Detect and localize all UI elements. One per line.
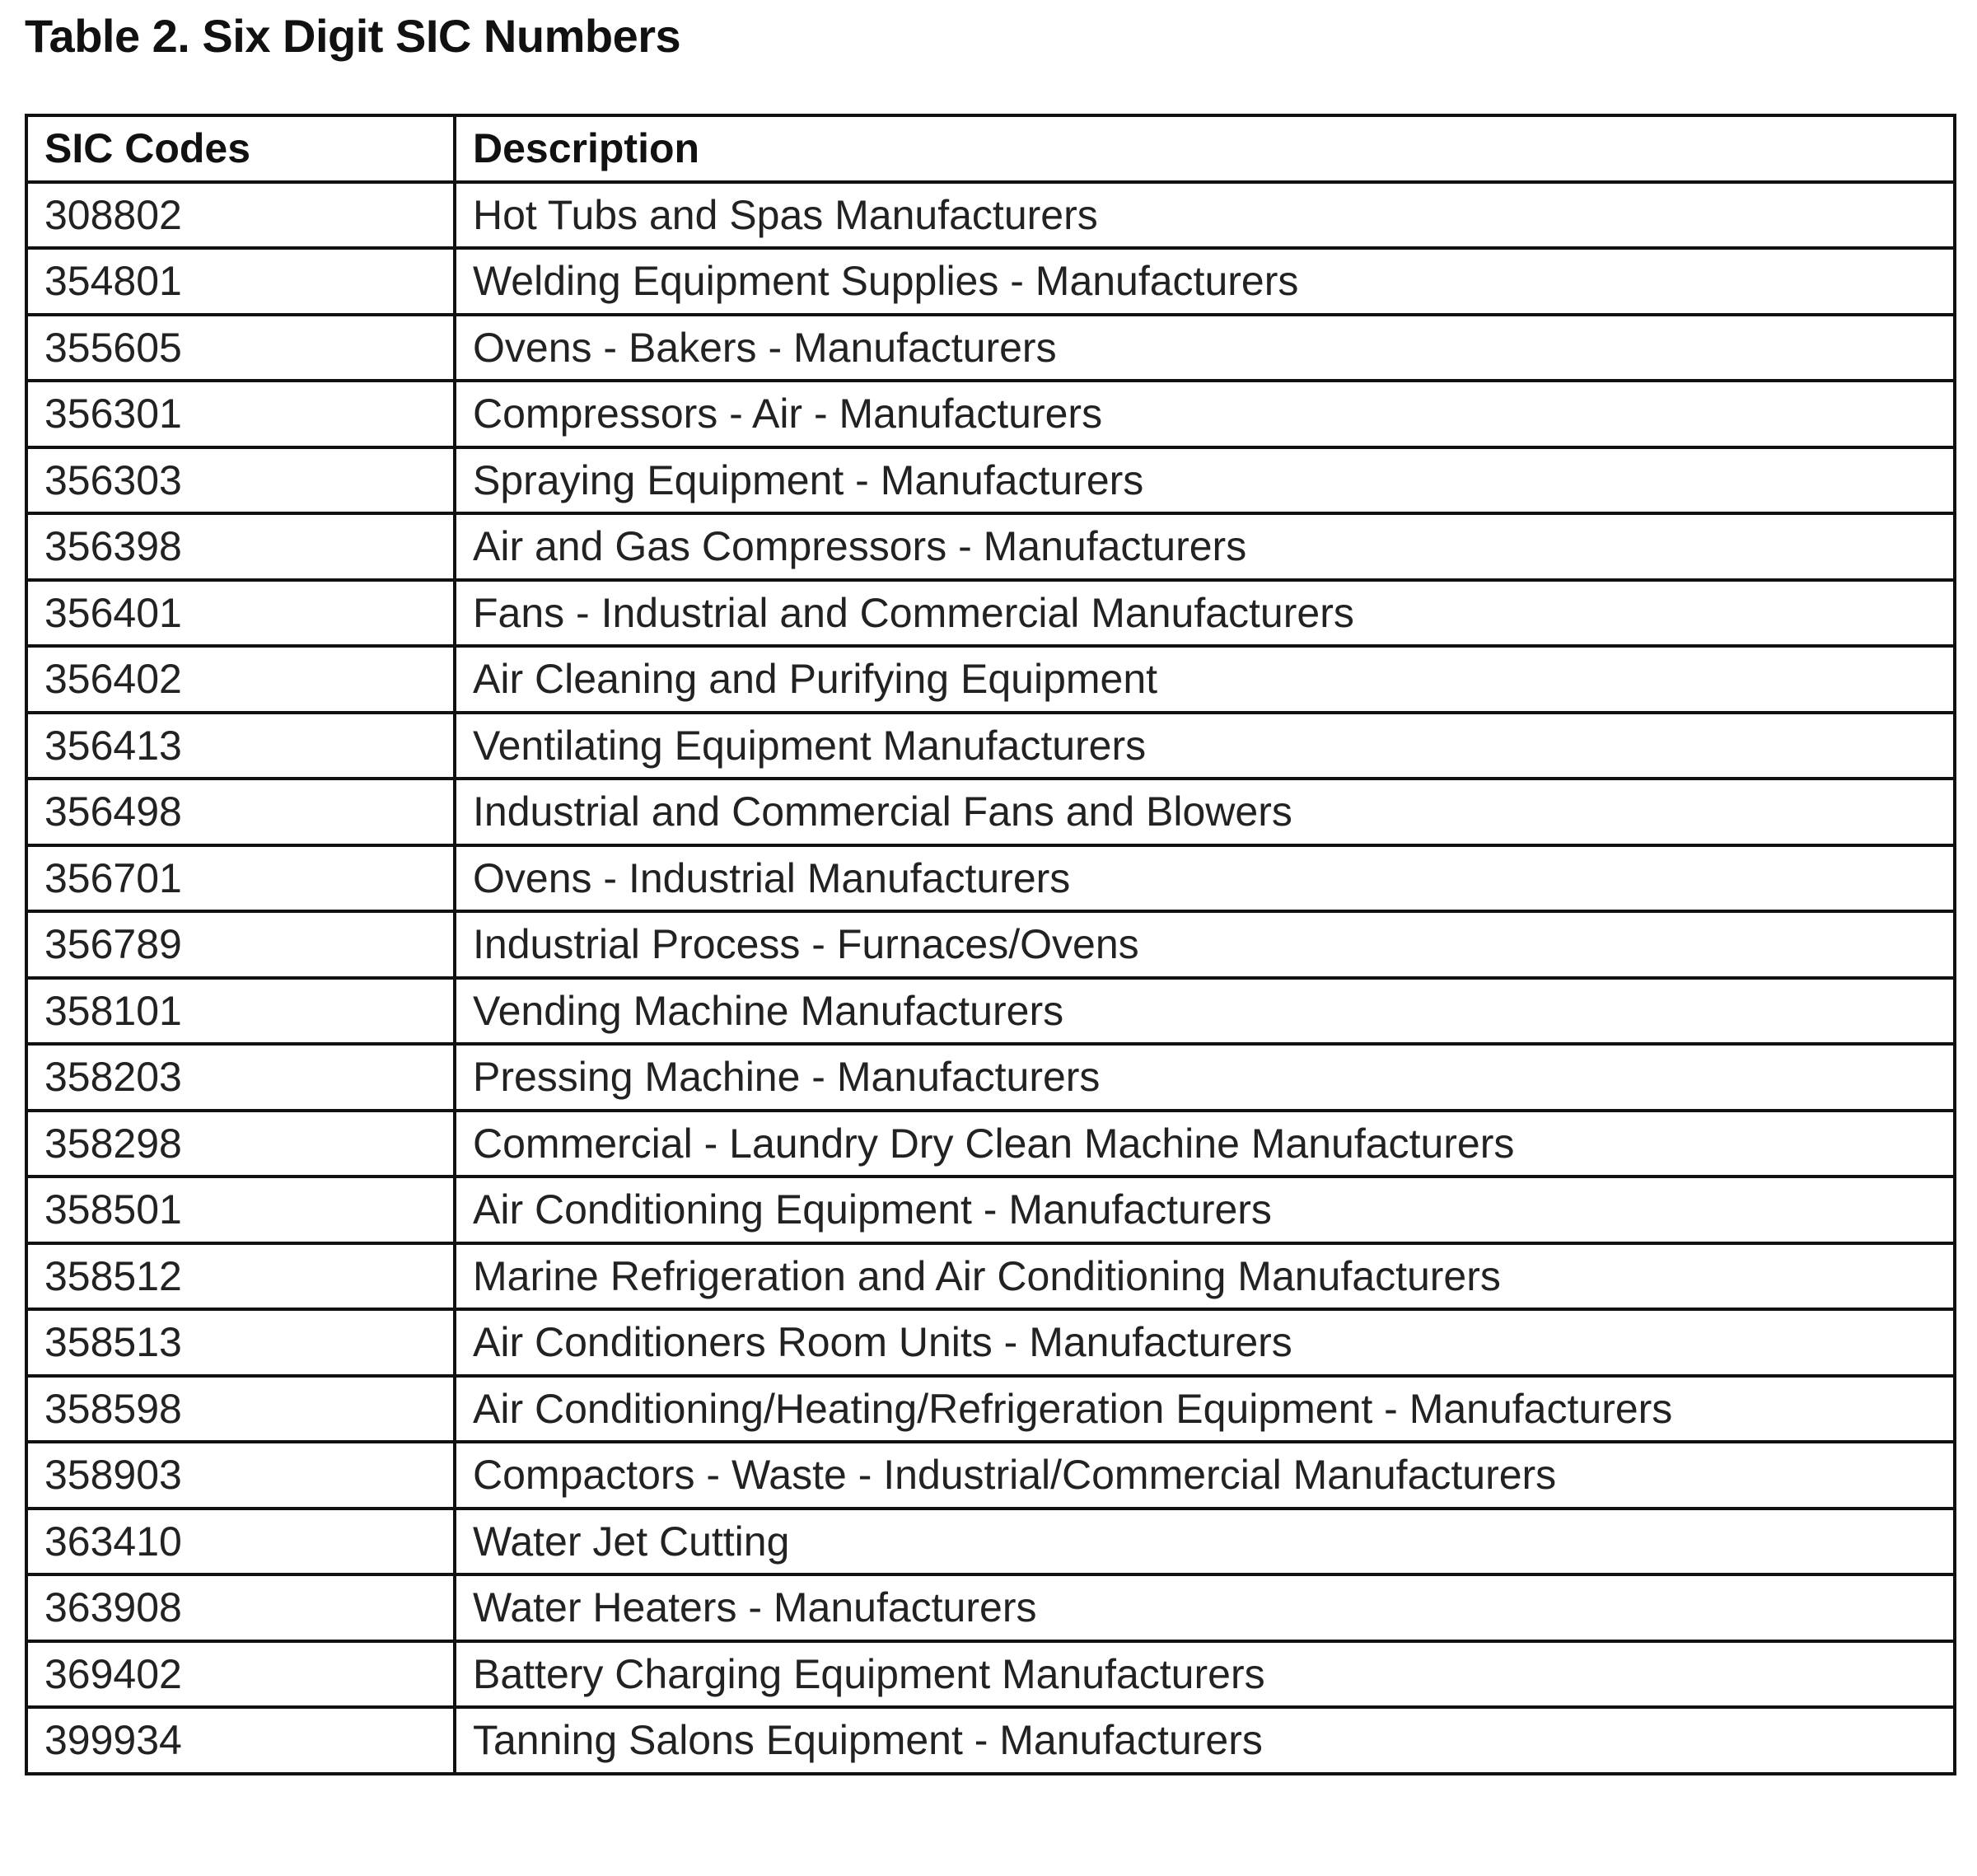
- description-cell: Air Conditioning Equipment - Manufacturers: [455, 1177, 1955, 1243]
- sic-code-cell: 354801: [26, 248, 455, 315]
- description-cell: Tanning Salons Equipment - Manufacturers: [455, 1707, 1955, 1774]
- table-row: [26, 1509, 1955, 1575]
- sic-code-cell: 399934: [26, 1707, 455, 1774]
- description-cell: Water Jet Cutting: [455, 1509, 1955, 1575]
- table-row: [26, 779, 1955, 845]
- description-cell: Air Conditioners Room Units - Manufacturers: [455, 1309, 1955, 1376]
- description-cell: Vending Machine Manufacturers: [455, 978, 1955, 1045]
- page-title: Table 2. Six Digit SIC Numbers: [25, 10, 681, 62]
- table-row: [26, 1309, 1955, 1376]
- sic-code-cell: 358903: [26, 1442, 455, 1509]
- table-row: [26, 911, 1955, 978]
- sic-code-cell: 356498: [26, 779, 455, 845]
- description-cell: Welding Equipment Supplies - Manufacturers: [455, 248, 1955, 315]
- description-cell: Hot Tubs and Spas Manufacturers: [455, 182, 1955, 249]
- description-cell: Commercial - Laundry Dry Clean Machine Manufacturers: [455, 1111, 1955, 1177]
- table-row: [26, 1376, 1955, 1443]
- table-row: [26, 978, 1955, 1045]
- sic-code-cell: 356398: [26, 513, 455, 580]
- table-row: [26, 1243, 1955, 1310]
- description-cell: Water Heaters - Manufacturers: [455, 1574, 1955, 1641]
- table-row: [26, 1044, 1955, 1111]
- sic-code-cell: 355605: [26, 315, 455, 381]
- table-header-row: [26, 115, 1955, 182]
- description-cell: Industrial and Commercial Fans and Blowers: [455, 779, 1955, 845]
- table-row: [26, 1641, 1955, 1708]
- sic-code-cell: 356413: [26, 713, 455, 779]
- sic-code-cell: 358501: [26, 1177, 455, 1243]
- table-row: [26, 1574, 1955, 1641]
- table-row: [26, 713, 1955, 779]
- sic-code-cell: 356789: [26, 911, 455, 978]
- table-row: [26, 513, 1955, 580]
- description-cell: Pressing Machine - Manufacturers: [455, 1044, 1955, 1111]
- table-row: [26, 580, 1955, 647]
- description-cell: Marine Refrigeration and Air Conditioning Manufacturers: [455, 1243, 1955, 1310]
- table-row: [26, 447, 1955, 514]
- sic-code-cell: 358298: [26, 1111, 455, 1177]
- sic-code-cell: 356401: [26, 580, 455, 647]
- table-row: [26, 845, 1955, 912]
- description-cell: Air Cleaning and Purifying Equipment: [455, 646, 1955, 713]
- sic-code-cell: 356303: [26, 447, 455, 514]
- table-row: [26, 1111, 1955, 1177]
- column-header-sic-codes: SIC Codes: [26, 115, 455, 182]
- sic-code-cell: 363908: [26, 1574, 455, 1641]
- description-cell: Industrial Process - Furnaces/Ovens: [455, 911, 1955, 978]
- table-row: [26, 1177, 1955, 1243]
- table-row: [26, 646, 1955, 713]
- description-cell: Air and Gas Compressors - Manufacturers: [455, 513, 1955, 580]
- sic-code-cell: 369402: [26, 1641, 455, 1708]
- description-cell: Ovens - Bakers - Manufacturers: [455, 315, 1955, 381]
- sic-code-cell: 358513: [26, 1309, 455, 1376]
- table-row: [26, 248, 1955, 315]
- table-row: [26, 1707, 1955, 1774]
- description-cell: Compactors - Waste - Industrial/Commercial Manufacturers: [455, 1442, 1955, 1509]
- description-cell: Ventilating Equipment Manufacturers: [455, 713, 1955, 779]
- table-row: [26, 182, 1955, 249]
- table-row: [26, 315, 1955, 381]
- sic-code-cell: 363410: [26, 1509, 455, 1575]
- description-cell: Compressors - Air - Manufacturers: [455, 381, 1955, 447]
- sic-code-cell: 356701: [26, 845, 455, 912]
- table-row: [26, 381, 1955, 447]
- sic-code-cell: 358512: [26, 1243, 455, 1310]
- description-cell: Air Conditioning/Heating/Refrigeration Equipment - Manufacturers: [455, 1376, 1955, 1443]
- description-cell: Spraying Equipment - Manufacturers: [455, 447, 1955, 514]
- description-cell: Ovens - Industrial Manufacturers: [455, 845, 1955, 912]
- description-cell: Battery Charging Equipment Manufacturers: [455, 1641, 1955, 1708]
- sic-code-cell: 356402: [26, 646, 455, 713]
- sic-code-cell: 358598: [26, 1376, 455, 1443]
- description-cell: Fans - Industrial and Commercial Manufacturers: [455, 580, 1955, 647]
- sic-code-cell: 358101: [26, 978, 455, 1045]
- sic-code-cell: 356301: [26, 381, 455, 447]
- sic-table: [25, 114, 1956, 1775]
- column-header-description: Description: [455, 115, 1955, 182]
- table-row: [26, 1442, 1955, 1509]
- sic-code-cell: 358203: [26, 1044, 455, 1111]
- sic-code-cell: 308802: [26, 182, 455, 249]
